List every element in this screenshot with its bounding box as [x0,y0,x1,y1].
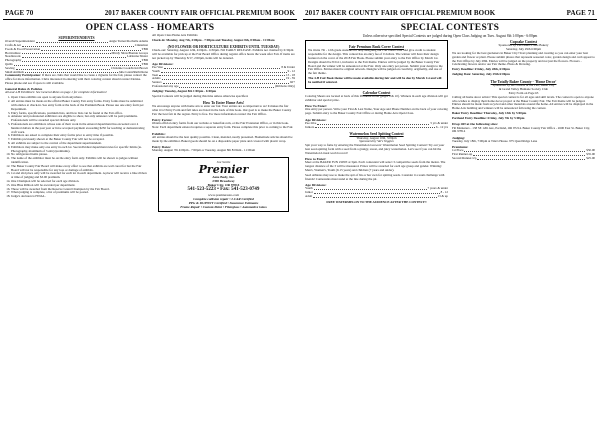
dot-leader [161,70,287,73]
rule-item: 5. Professionals are exhibitors whose sale of their work in the entered department has exceeded over 4 hundred dollars in the past year or have accepted payment exceeding $250 for teaching or demonstrating craft work. [11,123,148,134]
how-to-enter-text: We encourage anyone with home arts to enter our fair. Your entries are so important to us! It makes the fair what it is! Entry Form and full rules are listed in the back of this book. Our goal is to make the Baker County Fair the best fair in the region. Entry is free. For more information contact the Fair Office. [152,104,292,116]
age-division-row-value: (Ribbons Only) [275,84,295,89]
superintendent-row-label: Horticulture [5,50,21,55]
rule-item: 12. The Baker County Fair Board will make every effort to see that exhibits are well cared for but the Fair Board will not be responsible for any loss or damage of exhibits. [11,165,148,173]
seed-contest-sponsor: Sponsored by Val's Veggies [359,139,394,144]
superintendent-row-value: Angie Turner/Rochelle Adams [109,39,148,44]
calendar-age-list [305,122,448,130]
general-rules-sub: All and 4-H Exhibitors: See General Rules on page 1 for complete information! [5,90,107,95]
entry-forms-heading: Entry Forms: [152,118,173,123]
exhibits-text: All entries should be the best quality possible. Clean, mended, neatly presented. Homemade articles should be made by the exhibitor. Baked goods should be on a disposable paper plate and covered with plastic wrap. [152,134,293,143]
judging2-heading: Judging: [452,135,466,140]
left-page-title: OPEN CLASS - HOMEARTS [85,23,215,33]
right-columns [303,38,597,204]
dot-leader [314,187,427,190]
rule-item: 7. Exhibits previously shown at the Baker County Fair will not be accepted. [11,138,148,142]
left-columns [3,34,297,212]
dot-leader [164,66,280,69]
exhibits-heading: Exhibits: [152,131,166,136]
age-division-row-value: 8 & Under [281,65,295,70]
open-class-intro: All Open Class Home Arts Exhibits [152,34,198,37]
dot-leader [162,77,285,80]
superintendent-row-label: Crafts & Art [5,43,21,47]
entry-dates-heading: Entry Dates: [152,144,172,149]
seed-contest-date: Thursday, August 10th, 3:00pm [356,135,397,140]
seed-age-row-value: 7 years & under [427,186,448,191]
dot-leader [22,59,140,62]
dot-leader [36,40,108,43]
cupcake-contest-heading: Cupcake Contest [510,40,537,45]
entry-forms-text: Obtain official entry forms from our website or bakerfair.com, or the Fair Extension Office, or in this book. Note: Each department entered requires a separate entry form. Please complete this prior to coming to the Fair. [152,121,294,130]
seed-age-row-value: 8 - 12 [440,189,448,194]
cupcake-contest-sponsor: Sponsored by The Baker's Nest Bakery [498,43,549,48]
left-page-number: PAGE 70 [5,9,34,17]
superintendent-row-label: Needlework [5,54,21,59]
home-decor-sponsor-2: & Grand Valley Humane Society Club [498,87,549,92]
right-page-title: SPECIAL CONTESTS [400,23,500,33]
dot-leader [473,153,585,156]
superintendent-row-value: Christine Cook/Kristi Brown [110,65,148,70]
seed-contest-text: Spit your way to fame by entering the Watermelon Growers' Watermelon Seed Spitting Contest! Try out your best seed-spitting form with a seed from a grungy, sweet, and juicy watermelon. Let's see if you can hit the Watermelon Lineal world record! [305,143,445,155]
premium-row-value: $50.00 [586,148,595,153]
age-division-row-value: 19 - 59 [285,76,295,81]
dot-leader [314,191,440,194]
dot-leader [159,74,285,77]
right-page-subtitle: Unless otherwise specified Special Contests are judged during Open Class Judging on Tues. August 8th 1:00pm - 6:00pm [362,34,538,38]
right-column-1 [305,38,448,204]
home-decor-heading: The Totally Baker County - 'Home Decor' [490,80,557,85]
calendar-age-row-label: Juniors [305,124,315,129]
judging-text: Judging: Tuesday, August 8th 1:00pm - 6:00pm [152,89,217,94]
free-watermelon-note: FREE WATERMELON TO THE AUDIENCE AFTER THE CONTEST!! [326,199,427,204]
dot-leader [22,55,126,58]
cupcake-contest-date: Saturday, July 29th 6:00pm [505,47,542,52]
left-column-2 [152,34,295,212]
age-division-row-value: 60+ [290,80,295,85]
rule-item: 9. Exhibitors may make only one entry in each lot. See individual department rules for specific limits (ie. Photography, maximum of 3 entry/premiums). [11,146,148,154]
premium-row-value: $25.00 [586,156,595,160]
calendar-how-heading: How To Enter: [305,104,328,109]
left-page-header [3,0,297,20]
superintendent-row-label: Quilts [5,61,13,66]
entry-deadline: Entry Deadline: Friday, July 28th, 6:00pm [452,67,510,72]
seed-age-row-label: Adult [305,193,313,198]
judging2-text: Tuesday, July 18th, 7:00pm at Tide's House. 975 Quad Ridge Lane [452,138,538,143]
calendar-age-row-value: 6 - 12 yrs [435,124,448,129]
superintendents-list [5,40,148,74]
rule-item: 17. When judging is complete, a list of premiums will be posted. [11,191,148,195]
ad-web[interactable]: www.premierauto.com [207,192,240,197]
ad-city: Baker City, OR 97814 [207,182,240,187]
age-division-row-label: Pee Wee [152,65,163,70]
dot-leader [22,52,111,55]
calendar-contest-text: Coloring Sheets are located at back of this Premium Book (pages 9 & 10). Winners in each age division will get exhibitor and special prize. [305,94,448,102]
dot-leader [315,126,435,129]
general-rules-heading: General Rules & Policies [5,87,43,92]
rule-item: 15. One Blue Ribbon will be awarded per department. [11,184,148,188]
premium-row-label: Second Runner-Up [452,156,477,160]
superintendent-row-label: Small Animals [5,69,24,74]
seed-how-text: Meet at the BAKER FUN ZONE at 3pm. Each contestant will select 3 competitive seeds from the melon. The longest distance of the 3 will be measured. Prizes will be awarded for each age group and gender. Winning: Men's, Women's, Youth (9-15 years) and children (7 years and under). [305,160,446,172]
superintendent-row-label: Foods & Food Preservation [5,46,41,51]
seed-age-row-label: Youth [305,186,313,191]
seed-age-row-label: Junior [305,189,313,194]
cover-contest-text: We invite 7th - 12th grade students for help designing our Fair book cover and give credit to student responsible for the design. This contest has an entry fee of 0 dollars. The winner will have their design featured on the cover of the 2018 Fair Book. Please submit your entry to the Fair Office by March 1st. Designs should be 8.5x11, inclusive to the Fair theme. Entries will be judged by the Baker County Fair Board and the winner will be announced at the Fair. Only one entry per person. Submit your design to the Fair Office. Entries must be original artwork. Designs will be judged on creativity, originality, and use of the fair theme. [308,48,443,76]
rule-item: 6. Exhibitors are asked to complete their entry forms prior to entry time if possible. [11,134,148,138]
calendar-age-row-value: 5 yrs & under [430,120,448,125]
superintendent-row-value: TBD [141,46,148,51]
superintendent-row-label: Photography [5,58,22,63]
seed-extra-text: Seed Athletes may use to make the spit of his or her own for spitting seeds. Consider it a team challenge with friends! Contestants must stand at the line during the pit. [305,172,445,181]
superintendents-heading: SUPERINTENDENTS [58,36,95,40]
age-division-row-label: Youth [152,68,160,73]
premium-row-label: First Runner-up [452,152,473,157]
special-contests-note: Special Contests will be judged during this time unless otherwise specified. [152,94,249,99]
age-division-row-label: Professional any age [152,84,179,89]
community-text: If there are clubs that would like to create a vignette for the fair, please contact the office for more information. Clubs interested in entering with their coloring contest should contact Denise. Please phone and see if space is still available. [5,73,147,85]
dot-leader [163,81,289,84]
seed-how-heading: How to Enter: [305,157,327,162]
rule-item: 3. Entry forms, specifications, premium lists, and how lists can be found at the Fair office. [11,112,148,116]
rule-item: 1. Open Class exhibits are open to anyone from anywhere. [11,96,148,100]
dot-leader [464,149,585,152]
age-division-row-label: Seniors [152,80,162,85]
superintendent-row-label: Sewing [5,65,15,70]
seed-age-list [305,187,448,198]
age-divisions-heading: Age Divisions: [152,61,174,66]
home-decor-sponsor-3: Entry Form on Page 63 [508,90,539,95]
ad-address: 2390 Broadway [212,178,235,183]
superintendent-row-value: Julie Grant/Ruthi Rene [118,69,148,74]
ad-tag-3: Frame Repair • Custom Paint • Fiberglass • Automotive Glass [180,204,267,209]
cover-contest-bold: The 4-H Fair Book theme will be made available during fair and will be due by March 1st and will be notified if selected. [308,76,442,84]
left-book-title: 2017 BAKER COUNTY FAIR OFFICIAL PREMIUM BOOK [104,9,295,17]
premium-row-value: $35.00 [586,152,595,157]
age-divisions-list [152,66,295,89]
premiums-heading: Premiums: [452,145,469,150]
ad-name: Auto Body, Inc. [212,174,235,179]
dropoff-heading: Drop Off at the following sites: [452,122,499,127]
seed-age-row-value: 13 & up [437,193,448,198]
calendar-age-row [305,126,448,130]
right-column-2 [452,38,595,204]
dot-leader [317,122,429,125]
calendar-age-heading: Age Divisions: [305,117,327,122]
rule-item: 16. Those will be awarded from the Reserve Grand Champion by the Fair Board. [11,188,148,192]
dropoff-text: FR Marketers - 138 SE 12th Ave, Portland, OR 97214. Baker County Fair Office - 2600 East St. Baker City, OR 97814 [452,125,590,134]
age-division-row-label: Teen [152,72,159,77]
checkout-text: Check-out: Saturday, August 12th, 4:00pm - 6:30pm. NO EARLY RELEASE. Exhibits not claimed by 6:30pm will be available for pick up at the Fair Board Office during regular office hours the week after Fair. If items are not picked up by Thursday 8/17, 2:00pm, items will be donated. [152,47,295,60]
rule-item: 2. All entries must be made on the official Baker County Fair entry forms. Entry forms must be submitted with entries at check-in. See entry form at the back of the Premium Book. Please use one entry form per Department. [11,100,148,111]
right-page-header [303,0,597,20]
checkin-text: Check-in: Monday, Aug 7th, 4:00pm - 7:00pm and Tuesday, August 8th, 8:00am - 11:00am [152,37,275,42]
cover-contest-box [305,40,448,89]
premium-row [452,157,595,161]
rule-item: 10. No refrigerated items please. [11,153,148,157]
rule-item: 4. Amateur and professional exhibitors are eligible to show, but only amateurs will be paid premiums. Professionals will be awarded special ribbons only. [11,115,148,123]
portland-entry-deadline: Portland Entry Deadline: Friday, July 7th by 5:00pm [452,116,525,121]
ad-phone: 541-523-5223 • Fax: 541-523-0749 [187,186,260,192]
calendar-contest-heading: Calendar Contest [362,90,391,95]
age-division-row-value: 9 - 12 [287,68,295,73]
premiums-list [452,149,595,160]
rule-item: 11. The name of the exhibitor must be on the entry form only. Exhibits will be shown to judges without identification. [11,157,148,165]
seed-age-row [305,195,448,199]
rule-item: 13. 1st and 2nd place only will be awarded for each lot in each department. A placer will receive a blue ribbon at time of judging and $3.00 premium. [11,172,148,180]
premium-row-label: 1st Place [452,148,464,153]
superintendent-row-label: Overall Superintendent [5,39,35,44]
age-division-row-label: Adults [152,76,161,81]
baker-entry-deadline: Baker Entry Deadline: Thursday, July 13th by 5:00pm [452,111,527,116]
ad-tag-1: Complete collision repair • I-CAR Certified [193,196,254,201]
how-to-enter-heading: How To Enter Home Arts! [202,101,245,106]
left-column-1 [5,34,148,212]
entry-dates-text: Monday, August 7th 4:00pm - 7:00pm or Tuesday, August 8th 8:00am - 11:00am [152,148,256,153]
superintendent-row-value: TBD [141,58,148,63]
cover-contest-heading: Fair Premium Book Cover Contest [349,45,404,50]
seed-contest-heading: Watermelon Seed Spitting Contest [349,132,404,137]
left-page [3,0,297,424]
no-flower-heading: (NO FLOWER OR HORTICULTURE EXHIBITS UNTIL TUESDAY) [167,44,280,49]
dot-leader [16,67,110,70]
rule-item: 18. Judge's decision is FINAL. [11,195,148,199]
home-decor-text: Calling all home decor artists! This special contest is for all ages and skill levels. The contest is open to anyone who wishes to display their home decor project at the Baker County Fair. The Fair theme will be judged. Entries should be made from recycled and other materials around the home. All entries will be displayed in the Home Arts building and winners will be announced following the contest. [452,94,594,111]
right-book-title: 2017 BAKER COUNTY FAIR OFFICIAL PREMIUM BOOK [305,9,496,17]
superintendent-row-value: Cinnamon [134,43,148,47]
rules-list [5,96,148,199]
dot-leader [179,85,274,88]
superintendent-row-value: Mindy Shaw/Bonnie Groves [111,50,148,55]
cupcake-contest-text: We are looking for the best gardeners in Baker City! Start planning and creating so you can enter your best garden and flower or plant. Please submit photos that represent seasonal color, garden design and curb appeal to the Fair Office by July 28th. Entries will be judged on the property and not just the flowers. Flowers - Celebrating flowers and/or our Fair theme. Photo & Drawing. [452,51,595,67]
premier-auto-body-ad [158,157,289,212]
community-label: Community Participation: [5,73,42,78]
ad-tag-2: PPG & DUPONT Certified • Insurance Estimates [188,200,259,205]
age-division-row [152,85,295,89]
dot-leader [477,157,585,160]
superintendent-row-value: LaDonna Shafer [127,54,148,59]
superintendent-row-value: TBD [141,61,148,66]
rule-item: 8. All exhibits are subject to the control of the department superintendent. [11,142,148,146]
judging-date: Judging Date: Saturday, July 29th 6:00pm [452,72,510,77]
right-page-number: PAGE 71 [566,9,595,17]
ad-top: Joe Scotts [216,159,231,164]
seed-age-heading: Age Divisions: [305,182,327,187]
rule-item: 14. One Champion will be selected for each age division. [11,180,148,184]
calendar-how-text: One entry per person. Write your First & Last Name, Your Age and Phone Number on the back of your coloring page. Submit entry to the Baker County Fair Office or during Home Arts Open Class. [305,107,448,116]
age-division-row-value: 13 - 18 [285,72,295,77]
home-decor-sponsor: Sponsored by the Friends of the Fair, Baker City [492,83,555,88]
calendar-age-row-label: Pee-Wee [305,120,317,125]
dot-leader [313,195,436,198]
ad-logo: Premier [198,162,249,176]
right-page [303,0,597,424]
